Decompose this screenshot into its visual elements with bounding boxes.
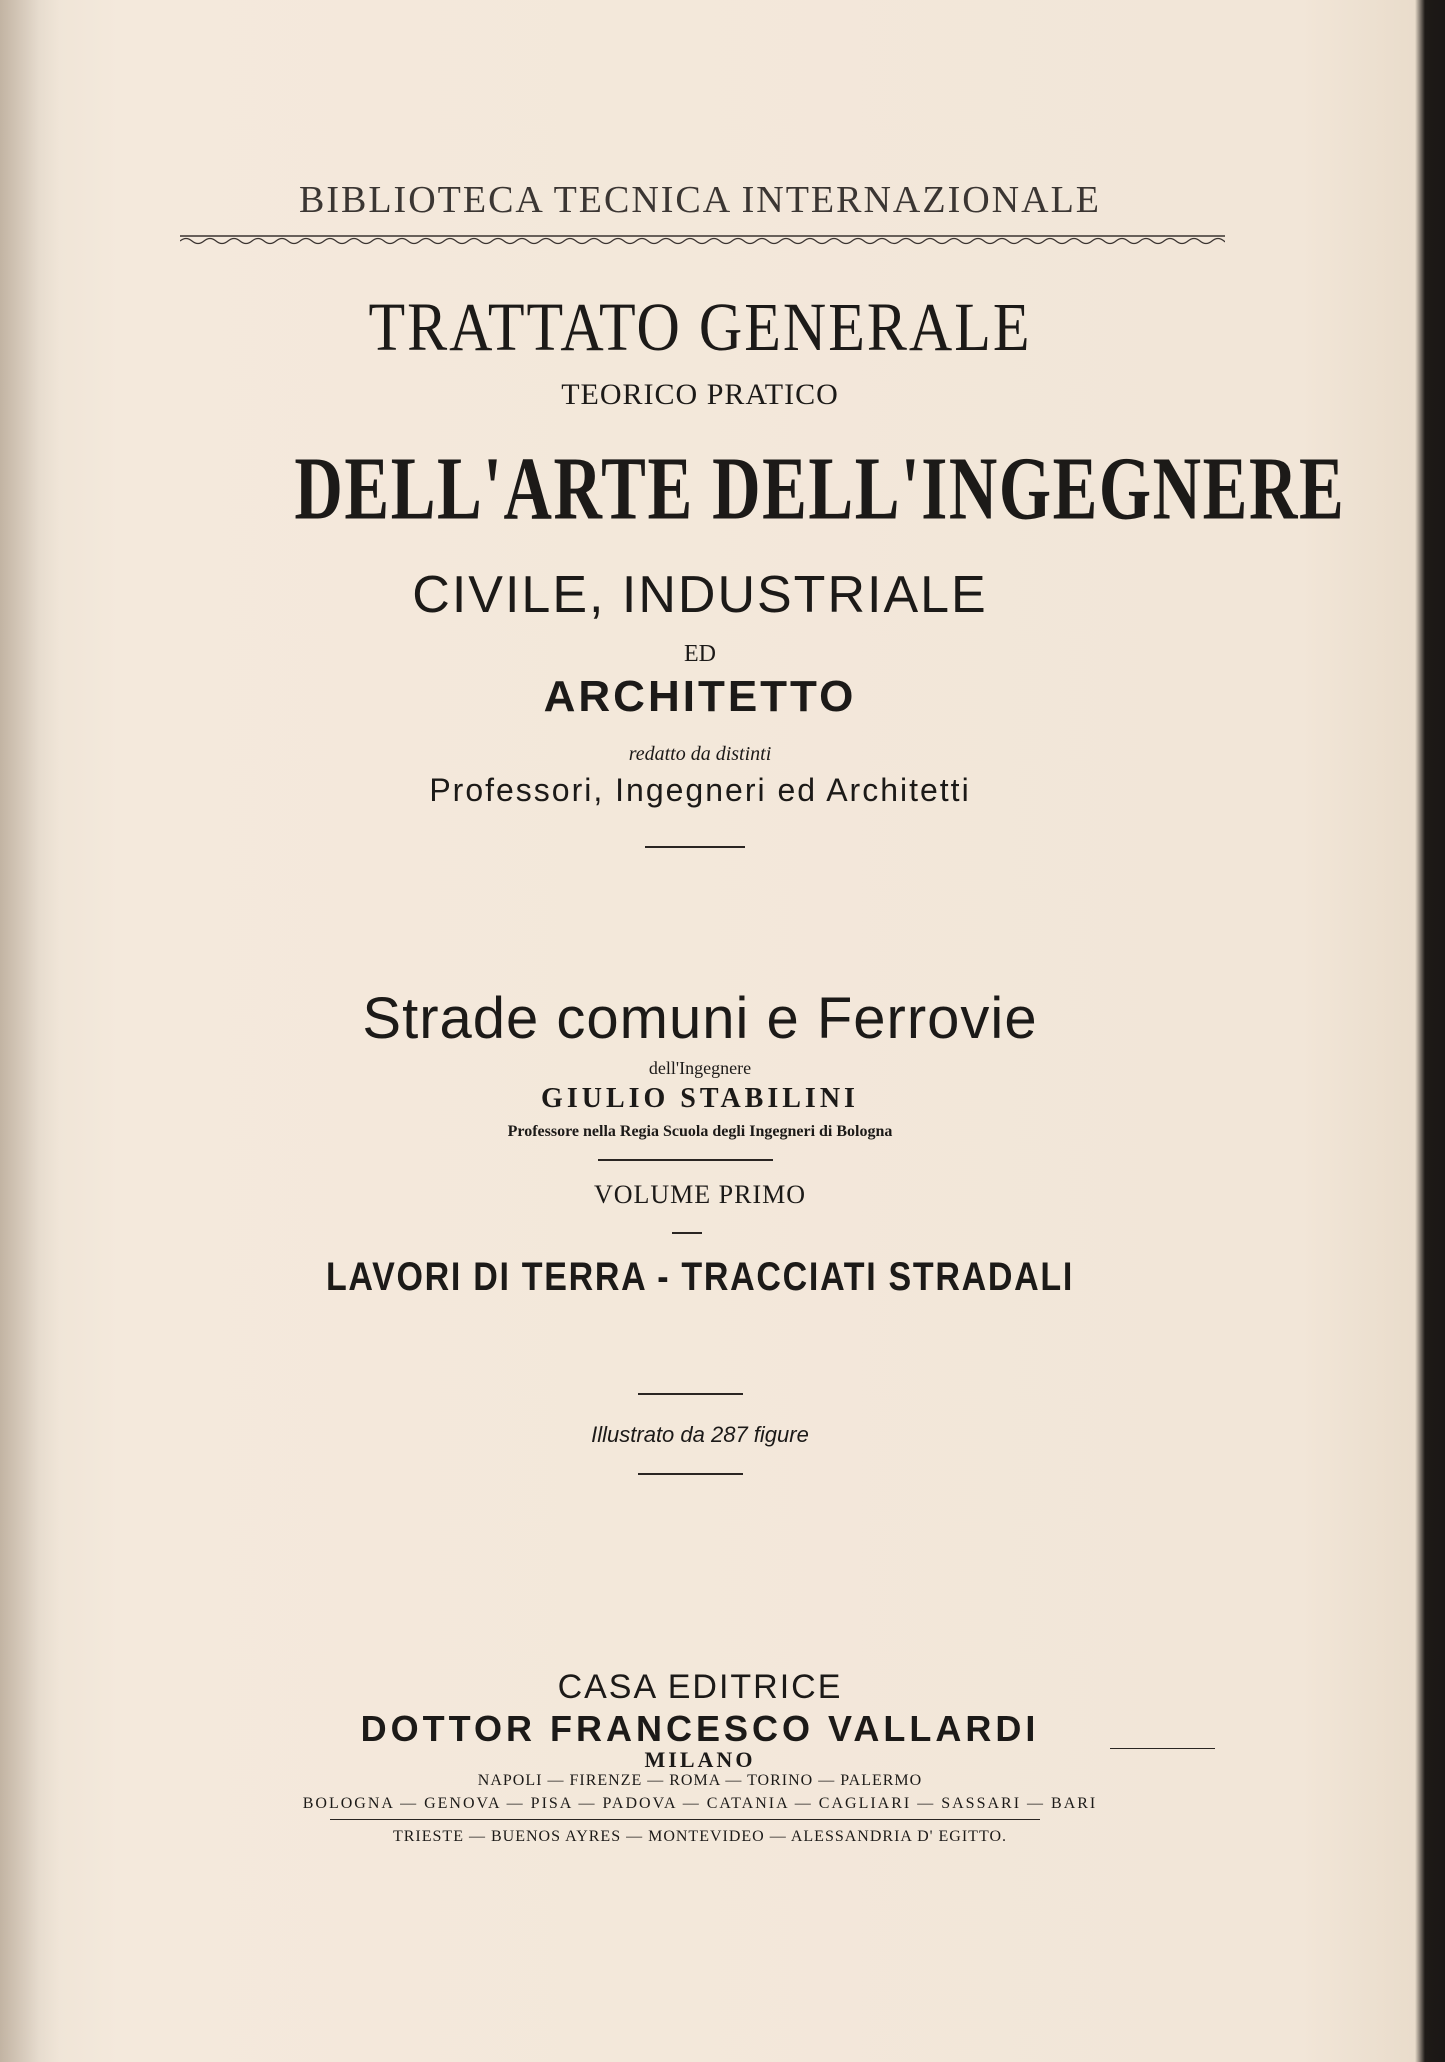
- discipline-title: CIVILE, INDUSTRIALE: [412, 566, 988, 624]
- divider-rule: [330, 1819, 1040, 1820]
- architect-title: ARCHITETTO: [543, 672, 857, 721]
- author-prefix: dell'Ingegnere: [648, 1058, 752, 1078]
- publisher-label: CASA EDITRICE: [557, 1668, 843, 1706]
- art-title: DELL'ARTE DELL'INGEGNERE: [294, 437, 1346, 539]
- divider-rule: [598, 1159, 773, 1161]
- divider-rule: [645, 846, 745, 848]
- spine-shadow: [0, 0, 60, 2062]
- divider-rule: [672, 1232, 702, 1234]
- divider-rule: [638, 1393, 743, 1395]
- contributors: Professori, Ingegneri ed Architetti: [429, 772, 971, 808]
- author-role: Professore nella Regia Scuola degli Ingegneri di Bologna: [507, 1123, 893, 1140]
- conjunction: ED: [684, 641, 716, 667]
- wavy-divider: [180, 232, 1225, 246]
- publisher-name: DOTTOR FRANCESCO VALLARDI: [360, 1708, 1040, 1749]
- branch-cities-abroad: TRIESTE — BUENOS AYRES — MONTEVIDEO — ALESSANDRIA D' EGITTO.: [392, 1828, 1007, 1845]
- volume-subject: Strade comuni e Ferrovie: [362, 986, 1038, 1051]
- series-title: BIBLIOTECA TECNICA INTERNAZIONALE: [298, 179, 1101, 221]
- divider-rule: [638, 1473, 743, 1475]
- branch-cities: BOLOGNA — GENOVA — PISA — PADOVA — CATANIA — CAGLIARI — SASSARI — BARI: [302, 1795, 1098, 1812]
- volume-title: LAVORI DI TERRA - TRACCIATI STRADALI: [325, 1255, 1075, 1299]
- author-name: GIULIO STABILINI: [541, 1083, 859, 1114]
- edited-by: redatto da distinti: [628, 743, 772, 765]
- illustrations-note: Illustrato da 287 figure: [591, 1422, 809, 1447]
- branch-cities: NAPOLI — FIRENZE — ROMA — TORINO — PALERMO: [477, 1772, 923, 1789]
- publisher-city: MILANO: [644, 1747, 756, 1772]
- main-subtitle: TEORICO PRATICO: [561, 378, 839, 411]
- volume-label: VOLUME PRIMO: [593, 1180, 807, 1209]
- main-title: TRATTATO GENERALE: [368, 288, 1032, 365]
